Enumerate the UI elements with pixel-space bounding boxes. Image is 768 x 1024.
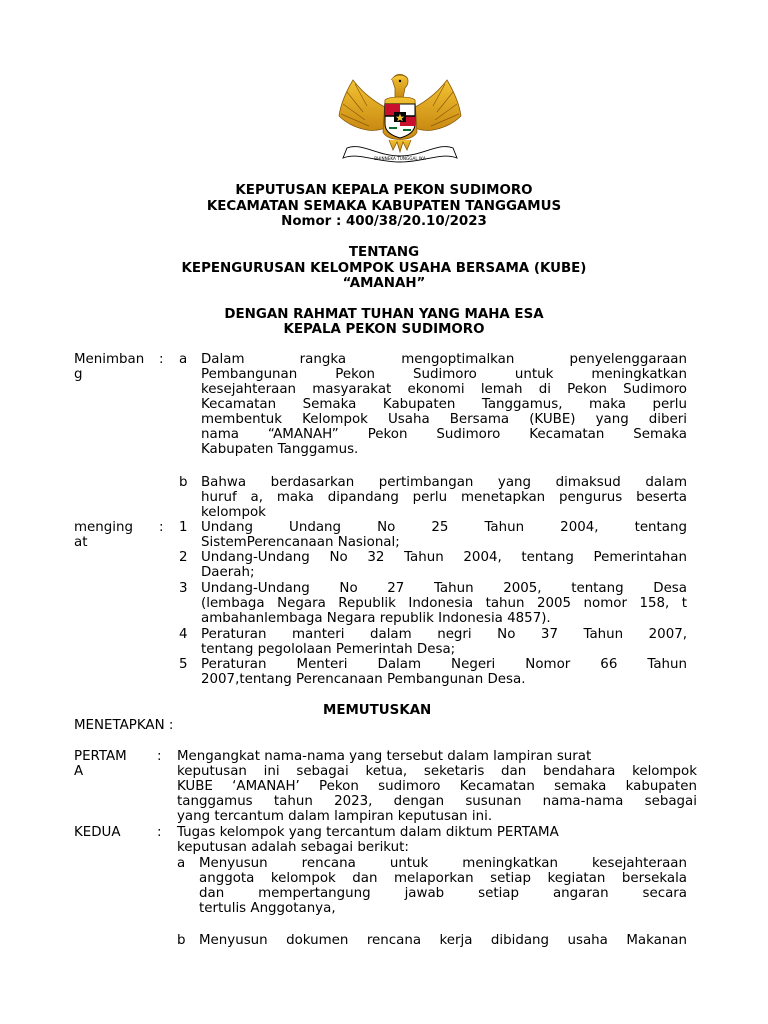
kedua-colon: :	[157, 825, 162, 840]
mengingat-item-3-marker: 3	[179, 581, 188, 596]
rahmat-line-1: DENGAN RAHMAT TUHAN YANG MAHA ESA	[224, 307, 544, 322]
svg-text:BHINNEKA TUNGGAL IKA: BHINNEKA TUNGGAL IKA	[374, 156, 426, 161]
mengingat-item-4: Peraturan manteri dalam negri No 37 Tahun 2007, tentang pegololaan Pemerintah Desa;	[201, 627, 687, 657]
memutuskan-heading: MEMUTUSKAN	[323, 703, 432, 718]
mengingat-item-2: Undang-Undang No 32 Tahun 2004, tentang Pemerintahan Daerah;	[201, 550, 687, 580]
kedua-item-b: Menyusun dokumen rencana kerja dibidang usaha Makanan	[199, 933, 687, 948]
rahmat-line-2: KEPALA PEKON SUDIMORO	[283, 322, 485, 337]
mengingat-item-5-marker: 5	[179, 657, 188, 672]
tentang-heading: TENTANG	[348, 245, 420, 260]
title-line-1: KEPUTUSAN KEPALA PEKON SUDIMORO	[235, 183, 533, 198]
mengingat-label: menging at	[74, 520, 133, 550]
pertama-text: Mengangkat nama-nama yang tersebut dalam lampiran surat keputusan ini sebagai ketua, seketaris dan bendahara kelompok KUBE ‘AMANAH’ Pekon sudimoro Kecamatan semaka kabupaten tanggamus tahun 2023, dengan susunan nama-nama sebagai yang tercantum dalam lampiran keputusan ini.	[177, 749, 697, 824]
mengingat-item-5: Peraturan Menteri Dalam Negeri Nomor 66 Tahun 2007,tentang Perencanaan Pembangunan Desa.	[201, 657, 687, 687]
mengingat-item-2-marker: 2	[179, 550, 188, 565]
menimbang-item-a-marker: a	[179, 352, 188, 367]
subject-line-2: “AMANAH”	[342, 276, 426, 291]
subject-line-1: KEPENGURUSAN KELOMPOK USAHA BERSAMA (KUBE)	[181, 261, 587, 276]
menimbang-item-a: Dalam rangka mengoptimalkan penyelenggaraan Pembangunan Pekon Sudimoro untuk meningkatkan kesejahteraan masyarakat ekonomi lemah di Pekon Sudimoro Kecamatan Semaka Kabupaten Tanggamus, maka perlu membentuk Kelompok Usaha Bersama (KUBE) yang diberi nama “AMANAH” Pekon Sudimoro Kecamatan Semaka Kabupaten Tanggamus.	[201, 352, 687, 457]
mengingat-colon: :	[159, 520, 164, 535]
kedua-item-a: Menyusun rencana untuk meningkatkan kesejahteraan anggota kelompok dan melaporkan setiap kegiatan bersekala dan mempertangung jawab setiap angaran secara tertulis Anggotanya,	[199, 856, 687, 916]
menimbang-item-b-marker: b	[179, 475, 188, 490]
menimbang-colon: :	[159, 352, 164, 367]
mengingat-item-4-marker: 4	[179, 627, 188, 642]
menimbang-item-b: Bahwa berdasarkan pertimbangan yang dimaksud dalam huruf a, maka dipandang perlu menetapkan pengurus beserta kelompok	[201, 475, 687, 520]
menimbang-label: Menimban g	[74, 352, 145, 382]
kedua-label: KEDUA	[74, 825, 121, 840]
menetapkan-label: MENETAPKAN :	[74, 718, 174, 733]
mengingat-item-3: Undang-Undang No 27 Tahun 2005, tentang Desa (lembaga Negara Republik Indonesia tahun 2005 nomor 158, t ambahanlembaga Negara republik Indonesia 4857).	[201, 581, 687, 626]
mengingat-item-1: Undang Undang No 25 Tahun 2004, tentang SistemPerencanaan Nasional;	[201, 520, 687, 550]
kedua-text: Tugas kelompok yang tercantum dalam diktum PERTAMA keputusan adalah sebagai berikut:	[177, 825, 559, 855]
pertama-colon: :	[157, 749, 162, 764]
mengingat-item-1-marker: 1	[179, 520, 188, 535]
pertama-label: PERTAM A	[74, 749, 127, 779]
kedua-item-a-marker: a	[177, 856, 186, 871]
decree-number: Nomor : 400/38/20.10/2023	[281, 214, 487, 229]
title-line-2: KECAMATAN SEMAKA KABUPATEN TANGGAMUS	[206, 199, 562, 214]
kedua-item-b-marker: b	[177, 933, 186, 948]
garuda-emblem-icon	[333, 72, 467, 164]
